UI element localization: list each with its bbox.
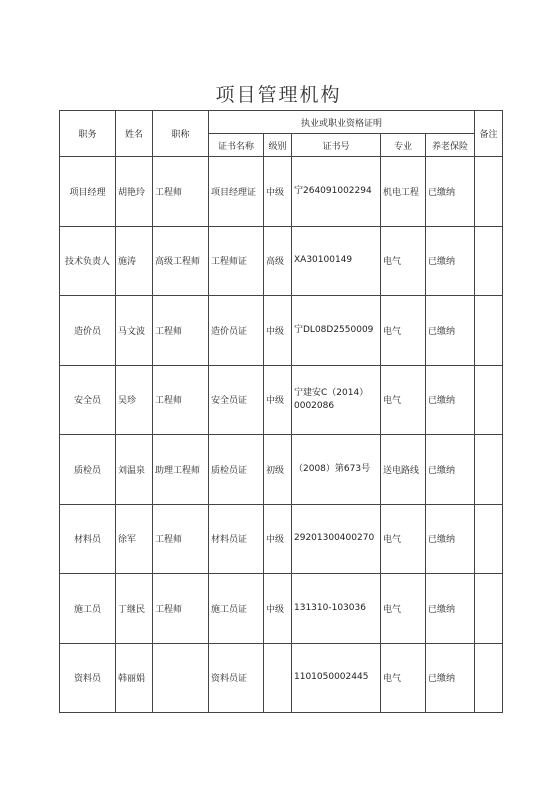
cell-remarks — [475, 504, 503, 574]
cell-remarks — [475, 365, 503, 435]
cell-remarks — [475, 643, 503, 713]
header-row-top — [60, 111, 503, 134]
cell-level — [264, 643, 292, 713]
table-row — [60, 226, 503, 296]
cell-name: 施涛 — [116, 226, 153, 296]
cell-name: 胡艳玲 — [116, 157, 153, 227]
cell-level: 高级 — [264, 226, 292, 296]
header-position: 职务 — [60, 111, 116, 157]
cell-remarks — [475, 226, 503, 296]
cell-name: 丁继民 — [116, 574, 153, 644]
cell-title: 助理工程师 — [153, 435, 209, 505]
cell-position: 项目经理 — [60, 157, 116, 227]
cell-cert-name: 项目经理证 — [209, 157, 264, 227]
project-management-table — [59, 110, 503, 713]
cell-title: 工程师 — [153, 574, 209, 644]
cell-cert-no: 1101050002445 — [292, 643, 381, 713]
cell-level: 中级 — [264, 365, 292, 435]
header-cert-no: 证书号 — [292, 134, 381, 157]
cell-title: 高级工程师 — [153, 226, 209, 296]
cell-insurance: 已缴纳 — [426, 643, 475, 713]
cell-insurance: 已缴纳 — [426, 574, 475, 644]
cell-cert-no: 29201300400270 — [292, 504, 381, 574]
cell-major: 电气 — [381, 504, 426, 574]
header-remarks: 备注 — [475, 111, 503, 157]
cell-level: 初级 — [264, 435, 292, 505]
table-row — [60, 435, 503, 505]
header-title: 职称 — [153, 111, 209, 157]
cell-name: 韩丽娟 — [116, 643, 153, 713]
cell-cert-no: 宁建安C（2014）0002086 — [292, 365, 381, 435]
cell-level: 中级 — [264, 574, 292, 644]
cell-remarks — [475, 157, 503, 227]
cell-insurance: 已缴纳 — [426, 435, 475, 505]
cell-cert-no: 宁DL08D2550009 — [292, 296, 381, 366]
cell-cert-name: 材料员证 — [209, 504, 264, 574]
cell-position: 材料员 — [60, 504, 116, 574]
cell-cert-no: 宁264091002294 — [292, 157, 381, 227]
page-title: 项目管理机构 — [215, 84, 342, 106]
cell-cert-name: 安全员证 — [209, 365, 264, 435]
cell-insurance: 已缴纳 — [426, 226, 475, 296]
cell-cert-name: 造价员证 — [209, 296, 264, 366]
cell-position: 安全员 — [60, 365, 116, 435]
cell-title: 工程师 — [153, 157, 209, 227]
cell-title: 工程师 — [153, 504, 209, 574]
header-name: 姓名 — [116, 111, 153, 157]
cell-title — [153, 643, 209, 713]
cell-insurance: 已缴纳 — [426, 365, 475, 435]
cell-cert-name: 工程师证 — [209, 226, 264, 296]
cell-cert-name: 资料员证 — [209, 643, 264, 713]
cell-insurance: 已缴纳 — [426, 504, 475, 574]
cell-cert-no: 131310-103036 — [292, 574, 381, 644]
header-insurance: 养老保险 — [426, 134, 475, 157]
cell-name: 吴珍 — [116, 365, 153, 435]
cell-position: 技术负责人 — [60, 226, 116, 296]
cell-remarks — [475, 296, 503, 366]
cell-cert-no: XA30100149 — [292, 226, 381, 296]
cell-cert-no: （2008）第673号 — [292, 435, 381, 505]
cell-major: 电气 — [381, 296, 426, 366]
header-major: 专业 — [381, 134, 426, 157]
table-row — [60, 296, 503, 366]
cell-insurance: 已缴纳 — [426, 296, 475, 366]
cell-position: 资料员 — [60, 643, 116, 713]
cell-major: 电气 — [381, 365, 426, 435]
cell-level: 中级 — [264, 296, 292, 366]
cell-name: 马文波 — [116, 296, 153, 366]
cell-position: 造价员 — [60, 296, 116, 366]
table-row — [60, 504, 503, 574]
cell-major: 机电工程 — [381, 157, 426, 227]
cell-major: 电气 — [381, 643, 426, 713]
cell-cert-name: 质检员证 — [209, 435, 264, 505]
header-level: 级别 — [264, 134, 292, 157]
cell-title: 工程师 — [153, 296, 209, 366]
cell-insurance: 已缴纳 — [426, 157, 475, 227]
cell-name: 徐军 — [116, 504, 153, 574]
cell-major: 电气 — [381, 574, 426, 644]
cell-remarks — [475, 574, 503, 644]
table-row — [60, 157, 503, 227]
cell-remarks — [475, 435, 503, 505]
cell-level: 中级 — [264, 504, 292, 574]
header-qualification-group: 执业或职业资格证明 — [209, 111, 475, 134]
table-row — [60, 643, 503, 713]
cell-position: 质检员 — [60, 435, 116, 505]
header-cert-name: 证书名称 — [209, 134, 264, 157]
cell-major: 送电路线 — [381, 435, 426, 505]
cell-major: 电气 — [381, 226, 426, 296]
table-row — [60, 574, 503, 644]
cell-name: 刘温泉 — [116, 435, 153, 505]
cell-level: 中级 — [264, 157, 292, 227]
cell-cert-name: 施工员证 — [209, 574, 264, 644]
table-row — [60, 365, 503, 435]
cell-position: 施工员 — [60, 574, 116, 644]
cell-title: 工程师 — [153, 365, 209, 435]
